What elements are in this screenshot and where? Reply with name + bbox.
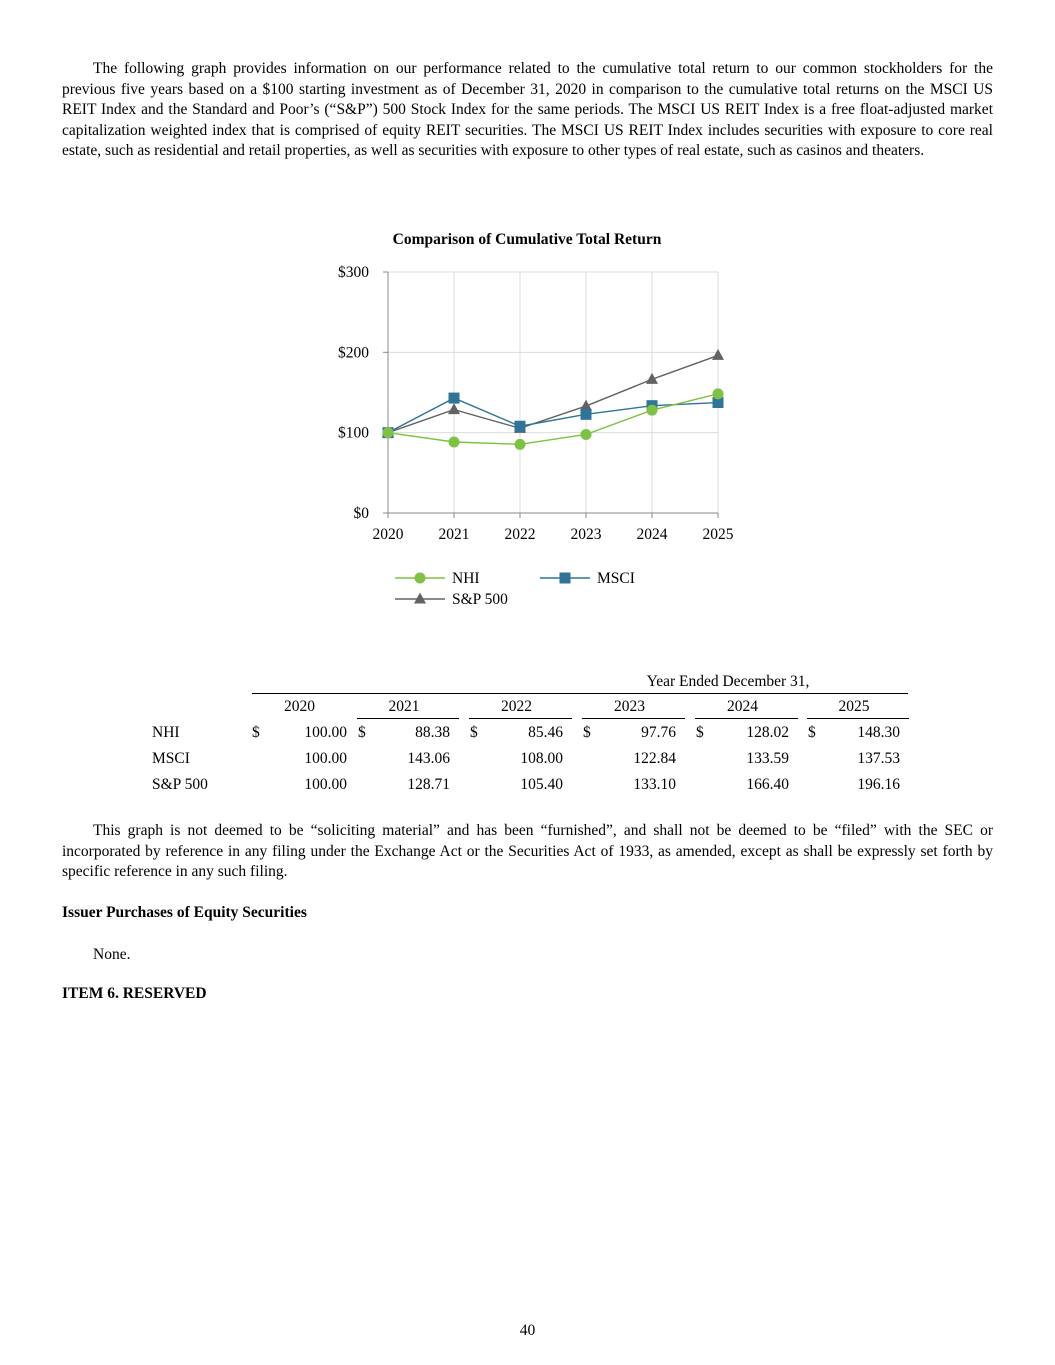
table-caption: Year Ended December 31,: [646, 673, 810, 690]
data-point-nhi: [647, 405, 658, 416]
table-row-label: S&P 500: [152, 776, 208, 793]
chart-legend: [395, 570, 635, 608]
issuer-purchases-text: None.: [93, 946, 131, 963]
caption-rule: [252, 693, 908, 694]
currency-symbol: $: [470, 724, 478, 741]
currency-symbol: $: [252, 724, 260, 741]
table-cell-value: 128.02: [746, 724, 789, 741]
item6-heading: ITEM 6. RESERVED: [62, 985, 207, 1002]
year-header: 2021: [388, 698, 420, 715]
legend-label-s-p-500: S&P 500: [452, 591, 508, 608]
series-line-nhi: [388, 394, 718, 444]
table-cell-value: 97.76: [641, 724, 676, 741]
year-header: 2022: [501, 698, 532, 715]
year-header: 2023: [614, 698, 645, 715]
table-cell-value: 196.16: [857, 776, 900, 793]
table-cell-value: 137.53: [857, 750, 900, 767]
legend-label-msci: MSCI: [597, 570, 635, 587]
x-tick-label: 2021: [438, 526, 470, 543]
currency-symbol: $: [358, 724, 366, 741]
table-row-label: NHI: [152, 724, 180, 741]
data-point-nhi: [515, 439, 526, 450]
chart-axes: [338, 264, 734, 543]
series-line-s-p-500: [388, 355, 718, 432]
data-point-s-p-500: [448, 403, 460, 414]
legend-marker-nhi: [415, 573, 426, 584]
disclaimer-paragraph: This graph is not deemed to be “soliciting material” and has been “furnished”, and shall not be deemed to be “filed” with the SEC or incorporated by reference in any filing under the Exchange Act or the Securities Act of 1933, as amended, except as shall be expressly set forth by specific reference in any such filing.: [62, 822, 993, 881]
y-tick-label: $0: [353, 505, 369, 522]
year-header-rule: [357, 718, 459, 719]
chart-title: Comparison of Cumulative Total Return: [392, 231, 662, 248]
table-cell-value: 133.59: [746, 750, 789, 767]
chart-gridlines: [388, 272, 718, 513]
data-point-msci: [449, 393, 460, 404]
cumulative-return-chart: [300, 220, 760, 620]
table-cell-value: 128.71: [407, 776, 450, 793]
year-header-rule: [469, 718, 572, 719]
data-point-nhi: [383, 427, 394, 438]
data-point-msci: [581, 409, 592, 420]
table-cell-value: 100.00: [304, 724, 347, 741]
data-point-nhi: [449, 437, 460, 448]
issuer-purchases-heading: Issuer Purchases of Equity Securities: [62, 904, 307, 921]
x-tick-label: 2025: [702, 526, 734, 543]
year-header-rule: [807, 718, 909, 719]
intro-paragraph: The following graph provides information on our performance related to the cumulative total return to our common stockholders for the previous five years based on a $100 starting investment as of December 31, 2020 in comparison to the cumulative total returns on the MSCI US REIT Index and the Standard and Poor’s (“S&P”) 500 Stock Index for the same periods. The MSCI US REIT Index is a free float-adjusted market capitalization weighted index that is comprised of equity REIT securities. The MSCI US REIT Index includes securities with exposure to core real estate, such as residential and retail properties, as well as securities with exposure to other types of real estate, such as casinos and theaters.: [62, 60, 993, 160]
y-tick-label: $300: [338, 264, 369, 281]
x-tick-label: 2020: [372, 526, 404, 543]
year-header: 2020: [284, 698, 315, 715]
year-header-rule: [582, 718, 685, 719]
table-cell-value: 133.10: [633, 776, 676, 793]
data-point-s-p-500: [712, 349, 724, 360]
table-cell-value: 85.46: [528, 724, 563, 741]
legend-marker-s-p-500: [414, 593, 426, 604]
page-number: 40: [519, 1322, 536, 1339]
legend-marker-msci: [560, 573, 571, 584]
table-cell-value: 88.38: [415, 724, 450, 741]
table-cell-value: 166.40: [746, 776, 789, 793]
table-cell-value: 148.30: [857, 724, 900, 741]
data-point-msci: [515, 421, 526, 432]
x-tick-label: 2024: [636, 526, 668, 543]
table-cell-value: 100.00: [304, 776, 347, 793]
chart-series: [382, 349, 724, 450]
year-header-rule: [695, 718, 798, 719]
year-header: 2025: [838, 698, 870, 715]
currency-symbol: $: [696, 724, 704, 741]
x-tick-label: 2022: [504, 526, 536, 543]
year-header: 2024: [727, 698, 758, 715]
legend-label-nhi: NHI: [452, 570, 480, 587]
y-tick-label: $100: [338, 424, 369, 442]
currency-symbol: $: [808, 724, 816, 741]
x-tick-label: 2023: [570, 526, 602, 543]
data-point-nhi: [581, 429, 592, 440]
table-cell-value: 143.06: [407, 750, 450, 767]
y-tick-label: $200: [338, 344, 369, 362]
table-cell-value: 122.84: [633, 750, 676, 767]
table-cell-value: 100.00: [304, 750, 347, 767]
table-cell-value: 108.00: [520, 750, 563, 767]
table-row-label: MSCI: [152, 750, 190, 767]
data-point-nhi: [713, 388, 724, 399]
table-cell-value: 105.40: [520, 776, 563, 793]
currency-symbol: $: [583, 724, 591, 741]
